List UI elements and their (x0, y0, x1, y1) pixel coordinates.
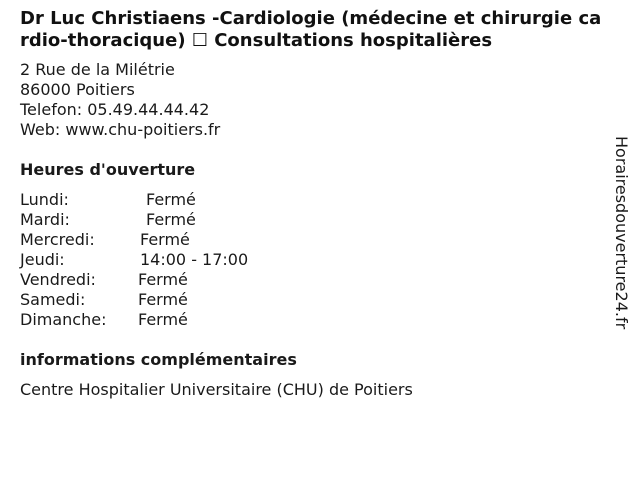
hours-day: Samedi: (20, 290, 86, 309)
hours-day: Lundi: (20, 190, 69, 209)
additional-info-text: Centre Hospitalier Universitaire (CHU) de Poitiers (20, 380, 413, 399)
hours-time: Fermé (138, 290, 188, 309)
hours-day: Jeudi: (20, 250, 65, 269)
listing-title: Dr Luc Christiaens -Cardiologie (médecine et chirurgie cardio-thoracique) ☐ Consultations hospitalières (20, 8, 602, 51)
opening-hours-table (20, 190, 610, 330)
hours-day: Mercredi: (20, 230, 95, 249)
hours-time: Fermé (138, 270, 188, 289)
hours-time: Fermé (140, 230, 190, 249)
hours-time: Fermé (146, 210, 196, 229)
phone-number[interactable]: Telefon: 05.49.44.44.42 (20, 100, 210, 119)
hours-day: Dimanche: (20, 310, 107, 329)
hours-time: 14:00 - 17:00 (140, 250, 249, 269)
hours-time: Fermé (138, 310, 188, 329)
website-link[interactable]: Web: www.chu-poitiers.fr (20, 120, 221, 139)
hours-row-friday (20, 270, 610, 290)
hours-row-thursday (20, 250, 610, 270)
hours-row-tuesday (20, 210, 610, 230)
contact-block (20, 60, 610, 140)
opening-hours-heading: Heures d'ouverture (20, 160, 196, 179)
address-street: 2 Rue de la Milétrie (20, 60, 175, 79)
hours-day: Vendredi: (20, 270, 96, 289)
additional-info-heading: informations complémentaires (20, 350, 297, 369)
hours-row-sunday (20, 310, 610, 330)
address-city: 86000 Poitiers (20, 80, 135, 99)
hours-day: Mardi: (20, 210, 70, 229)
site-brand-vertical[interactable]: Horairesdouverture24.fr (612, 136, 631, 330)
hours-row-wednesday (20, 230, 610, 250)
hours-time: Fermé (146, 190, 196, 209)
hours-row-saturday (20, 290, 610, 310)
listing-content (20, 8, 610, 400)
hours-row-monday (20, 190, 610, 210)
